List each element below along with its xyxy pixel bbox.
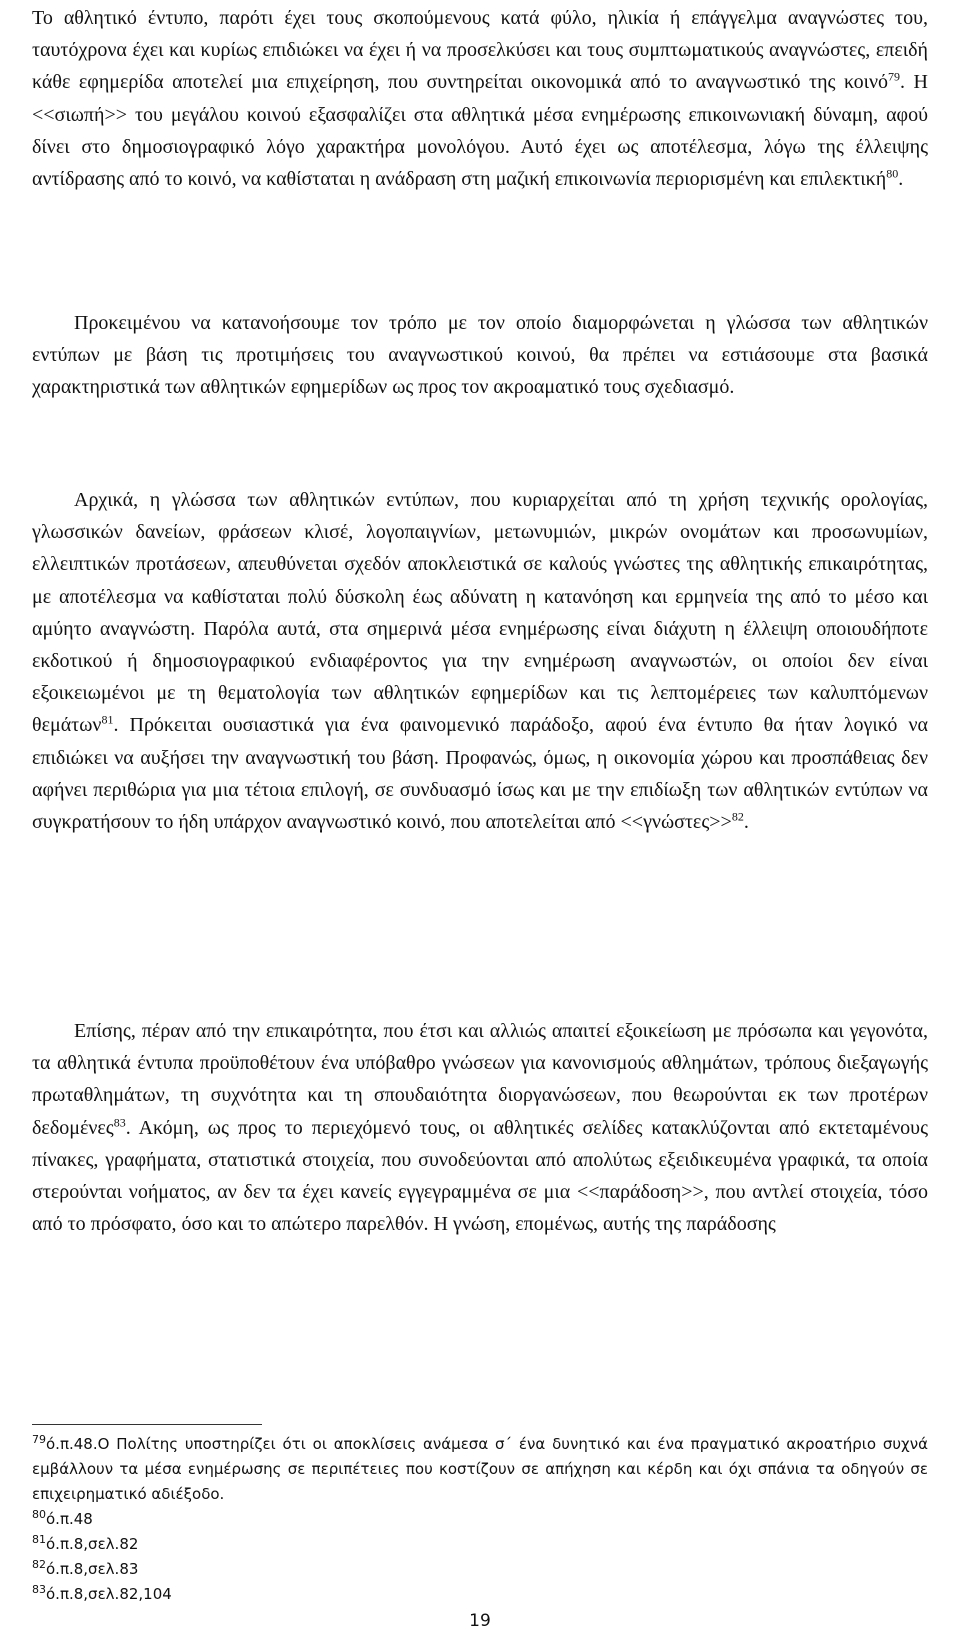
footnote-ref-81: 81 xyxy=(101,712,114,727)
footnote-number: 83 xyxy=(32,1583,46,1596)
footnote-ref-83: 83 xyxy=(113,1114,126,1129)
footnote-ref-79: 79 xyxy=(888,69,901,84)
paragraph-text: . xyxy=(898,168,904,191)
footnote-number: 81 xyxy=(32,1533,46,1546)
paragraph-text: . Πρόκειται ουσιαστικά για ένα φαινομενικό παράδοξο, αφού ένα έντυπο θα ήταν λογικό να επιδιώκει να αυξήσει την αναγνωστική του βάση. Προφανώς, όμως, η οικονομία χώρου και προσπάθειας δεν αφήνει περιθώρια για μια τέτοια επιλογή, σε συνδυασμό ίσως και με την επιδίωξη των αθλητικών εντύπων να συγκρατήσουν το ήδη υπάρχον αναγνωστικό κοινό, που αποτελείται από <<γνώστες>> xyxy=(32,714,928,834)
paragraph-text: Αρχικά, η γλώσσα των αθλητικών εντύπων, που κυριαρχείται από τη χρήση τεχνικής ορολογίας, γλωσσικών δανείων, φράσεων κλισέ, λογοπαιγνίων, μετωνυμιών, μικρών ονομάτων και προσωνυμίων, ελλειπτικών προτάσεων, απευθύνεται σχεδόν αποκλειστικά σε καλούς γνώστες της αθλητικής επικαιρότητας, με αποτέλεσμα να καθίσταται πολύ δύσκολη έως αδύνατη η κατανόηση και ερμηνεία της από το μέσο και αμύητο αναγνώστη. Παρόλα αυτά, στα σημερινά μέσα ενημέρωσης είναι διάχυτη η έλλειψη οποιουδήποτε εκδοτικού ή δημοσιογραφικού ενδιαφέροντος για την ενημέρωση αναγνωστών, οι οποίοι δεν είναι εξοικειωμένοι με τη θεματολογία των αθλητικών εφημερίδων και τις λεπτομέρειες των καλυπτόμενων θεμάτων xyxy=(32,489,928,737)
footnote-separator xyxy=(32,1424,262,1425)
footnote-text: ό.π.8,σελ.82,104 xyxy=(46,1585,172,1603)
paragraph-text: Προκειμένου να κατανοήσουμε τον τρόπο με τον οποίο διαμορφώνεται η γλώσσα των αθλητικών εντύπων με βάση τις προτιμήσεις του αναγνωστικού κοινού, θα πρέπει να εστιάσουμε στα βασικά χαρακτηριστικά των αθλητικών εφημερίδων ως προς τον ακροαματικό τους σχεδιασμό. xyxy=(32,312,928,399)
paragraph-text: Επίσης, πέραν από την επικαιρότητα, που έτσι και αλλιώς απαιτεί εξοικείωση με πρόσωπα και γεγονότα, τα αθλητικά έντυπα προϋποθέτουν ένα υπόβαθρο γνώσεων για κανονισμούς αθλημάτων, τρόπους διεξαγωγής πρωταθλημάτων, τη συχνότητα και τη σπουδαιότητα διοργανώσεων, που θεωρούνται εκ των προτέρων δεδομένες xyxy=(32,1020,928,1139)
footnote-number: 80 xyxy=(32,1508,46,1521)
body-paragraph-3 xyxy=(32,484,928,838)
footnote-number: 79 xyxy=(32,1433,46,1446)
footnote-79 xyxy=(32,1432,928,1507)
paragraph-text: . xyxy=(743,811,749,834)
footnote-ref-80: 80 xyxy=(886,166,899,181)
body-paragraph-4 xyxy=(32,1015,928,1240)
paragraph-text: Το αθλητικό έντυπο, παρότι έχει τους σκοπούμενους κατά φύλο, ηλικία ή επάγγελμα αναγνώστες του, ταυτόχρονα έχει και κυρίως επιδιώκει να έχει ή να προσελκύσει και τους συμπτωματικούς αναγνώστες, επειδή κάθε εφημερίδα αποτελεί μια επιχείρηση, που συντηρείται οικονομικά από το αναγνωστικό της κοινό xyxy=(32,7,928,94)
footnote-number: 82 xyxy=(32,1558,46,1571)
body-paragraph-2 xyxy=(32,307,928,404)
footnote-82 xyxy=(32,1557,928,1582)
footnote-text: ό.π.8,σελ.82 xyxy=(46,1535,139,1553)
footnote-81 xyxy=(32,1532,928,1557)
footnote-text: ό.π.48 xyxy=(46,1510,93,1528)
footnote-80 xyxy=(32,1507,928,1532)
paragraph-text: . Ακόμη, ως προς το περιεχόμενό τους, οι αθλητικές σελίδες κατακλύζονται από εκτεταμένους πίνακες, γραφήματα, στατιστικά στοιχεία, που συνοδεύονται από απολύτως εξειδικευμένα γραφικά, τα οποία στερούνται νοήματος, αν δεν τα έχει κανείς εγγεγραμμένα σε μια <<παράδοση>>, που αντλεί στοιχεία, τόσο από το πρόσφατο, όσο και το απώτερο παρελθόν. Η γνώση, επομένως, αυτής της παράδοσης xyxy=(32,1116,928,1236)
footnote-ref-82: 82 xyxy=(731,809,744,824)
paragraph-text: . Η <<σιωπή>> του μεγάλου κοινού εξασφαλίζει στα αθλητικά μέσα ενημέρωσης επικοινωνιακή δύναμη, αφού δίνει στο δημοσιογραφικό λόγο χαρακτήρα μονολόγου. Αυτό έχει ως αποτέλεσμα, λόγω της έλλειψης αντίδρασης από το κοινό, να καθίσταται η ανάδραση στη μαζική επικοινωνία περιορισμένη και επιλεκτική xyxy=(32,71,928,191)
body-paragraph-1 xyxy=(32,2,928,195)
footnotes xyxy=(32,1432,928,1607)
footnote-text: ό.π.8,σελ.83 xyxy=(46,1560,139,1578)
page-number: 19 xyxy=(469,1611,491,1631)
footnote-text: ό.π.48.Ο Πολίτης υποστηρίζει ότι οι αποκλίσεις ανάμεσα σ΄ ένα δυνητικό και ένα πραγματικό ακροατήριο συχνά εμβάλλουν τα μέσα ενημέρωσης σε περιπέτειες που κοστίζουν σε απήχηση και κέρδη και όχι σπάνια τα οδηγούν σε επιχειρηματικό αδιέξοδο. xyxy=(32,1435,928,1503)
footnote-83 xyxy=(32,1582,928,1607)
